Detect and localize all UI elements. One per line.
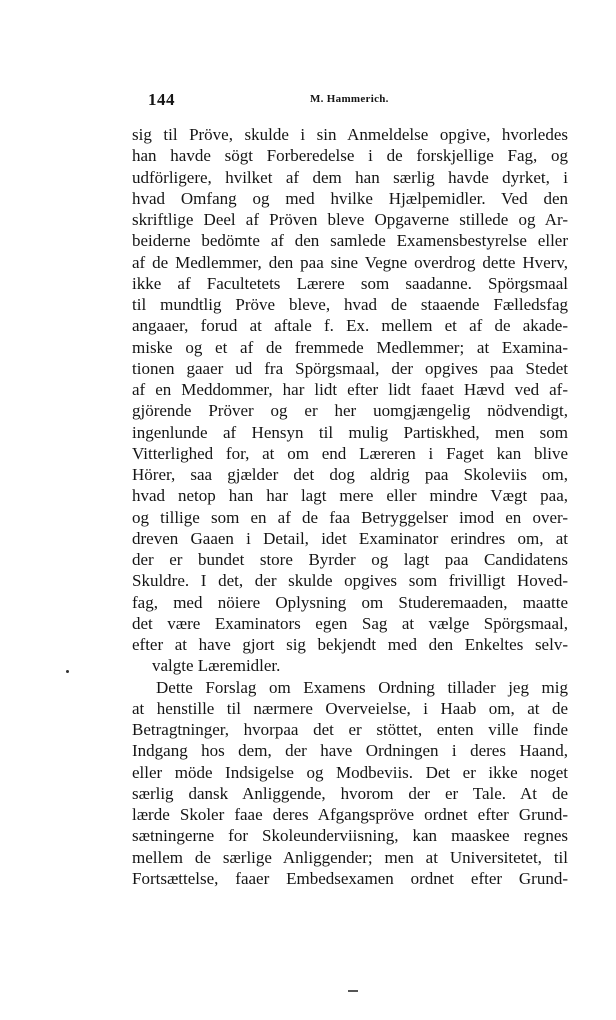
- text-line: ingenlunde af Hensyn til mulig Partiskhed, men som: [132, 422, 568, 442]
- text-line: angaaer, forud at aftale f. Ex. mellem et af de akade-: [132, 316, 568, 336]
- margin-mark: [66, 670, 69, 673]
- text-line: hvad Omfang og med hvilke Hjælpemidler. Ved den: [132, 188, 568, 208]
- text-line: Vitterlighed for, at om end Læreren i Faget kan blive: [132, 443, 568, 463]
- text-line: mellem de særlige Anliggender; men at Universitetet, til: [132, 847, 568, 867]
- text-line: Hörer, saa gjælder det dog aldrig paa Skoleviis om,: [132, 465, 568, 484]
- text-line: der er bundet store Byrder og lagt paa Candidatens: [132, 550, 568, 569]
- text-line: ikke af Facultetets Lærere som saadanne. Spörgsmaal: [132, 273, 568, 293]
- text-line: gjörende Pröver og er her uomgjængelig nödvendigt,: [132, 401, 568, 421]
- text-line: Indgang hos dem, der have Ordningen i deres Haand,: [132, 741, 568, 761]
- text-line: efter at have gjort sig bekjendt med den Enkeltes selv-: [132, 635, 568, 654]
- text-line: sig til Pröve, skulde i sin Anmeldelse opgive, hvorledes: [132, 125, 568, 144]
- text-line: at henstille til nærmere Overveielse, i Haab om, at de: [132, 698, 568, 718]
- running-head: M. Hammerich.: [310, 93, 389, 105]
- text-line: udförligere, hvilket af dem han særlig havde dyrket, i: [132, 167, 568, 187]
- text-line: Betragtninger, hvorpaa det er stöttet, enten ville finde: [132, 720, 568, 739]
- text-line: særlig dansk Anliggende, hvorom der er Tale. At de: [132, 783, 568, 803]
- text-line: sætningerne for Skoleunderviisning, kan maaskee regnes: [132, 826, 568, 846]
- text-line: beiderne bedömte af den samlede Examensbestyrelse eller: [132, 231, 568, 251]
- text-line: miske og et af de fremmede Medlemmer; at Examina-: [132, 337, 568, 357]
- text-line: Fortsættelse, faaer Embedsexamen ordnet efter Grund-: [132, 868, 568, 888]
- text-line: til mundtlig Pröve bleve, hvad de staaende Fælledsfag: [132, 295, 568, 314]
- text-line: og tillige som en af de faa Betryggelser imod en over-: [132, 507, 568, 527]
- text-line: fag, med nöiere Oplysning om Studeremaaden, maatte: [132, 592, 568, 612]
- footer-mark: [348, 990, 358, 992]
- text-line: dreven Gaaen i Detail, idet Examinator erindres om, at: [132, 528, 568, 548]
- body-text: [132, 124, 568, 889]
- text-line: lærde Skoler faae deres Afgangspröve ordnet efter Grund-: [132, 805, 568, 824]
- text-line: af de Medlemmer, den paa sine Vegne overdrog dette Hverv,: [132, 252, 568, 272]
- text-line: tionen gaaer ud fra Spörgsmaal, der opgives paa Stedet: [132, 358, 568, 378]
- page-number: 144: [148, 90, 175, 109]
- text-line: det være Examinators egen Sag at vælge Spörgsmaal,: [132, 613, 568, 633]
- text-line: Skuldre. I det, der skulde opgives som frivilligt Hoved-: [132, 571, 568, 591]
- text-line: valgte Læremidler.: [152, 656, 281, 676]
- text-line: Dette Forslag om Examens Ordning tillader jeg mig: [156, 677, 568, 697]
- text-line: han havde sögt Forberedelse i de forskjellige Fag, og: [132, 146, 568, 166]
- page-header: [148, 90, 568, 114]
- text-line: skriftlige Deel af Pröven bleve Opgaverne stillede og Ar-: [132, 210, 568, 229]
- text-line: hvad netop han har lagt mere eller mindre Vægt paa,: [132, 486, 568, 506]
- text-line: eller möde Indsigelse og Modbeviis. Det er ikke noget: [132, 762, 568, 782]
- text-line: af en Meddommer, har lidt efter lidt faaet Hævd ved af-: [132, 380, 568, 399]
